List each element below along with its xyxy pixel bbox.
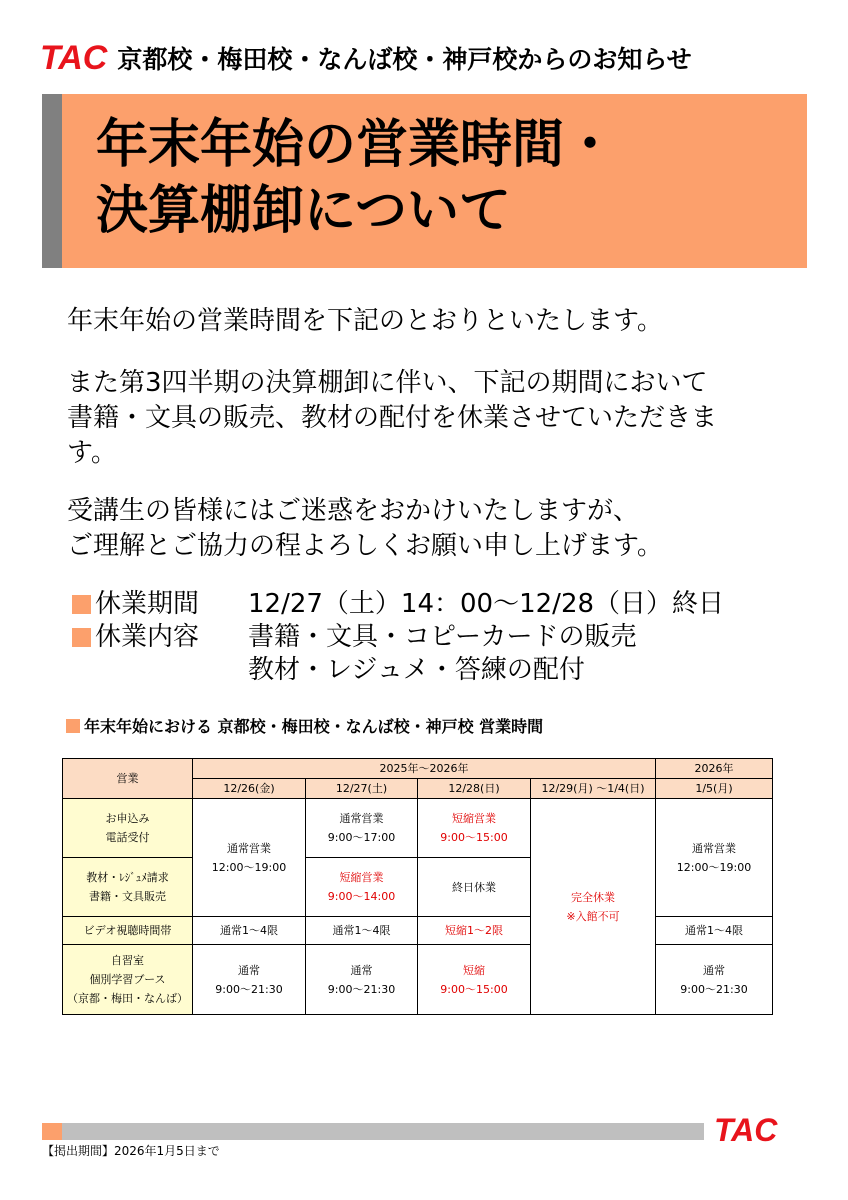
cell-1226-study: 通常 9:00～21:30: [193, 945, 306, 1015]
row-label-materials: 教材・ﾚｼﾞｭﾒ請求 書籍・文具販売: [63, 858, 193, 917]
cell-1227-materials: 短縮営業 9:00～14:00: [306, 858, 418, 917]
date-header: 12/28(日): [418, 779, 531, 799]
table-row: [63, 945, 773, 1015]
closure-content-line-1: 書籍・文具・コピーカードの販売: [248, 622, 637, 652]
cell-1227-inquiry: 通常営業 9:00～17:00: [306, 799, 418, 858]
cell-closed: 完全休業 ※入館不可: [531, 799, 656, 1015]
footer-bar: [62, 1123, 704, 1140]
table-row: [63, 799, 773, 858]
header: [40, 38, 692, 78]
row-label-video: ビデオ視聴時間帯: [63, 917, 193, 945]
closure-content-line-2: 教材・レジュメ・答練の配付: [248, 655, 585, 685]
cell-1228-study: 短縮 9:00～15:00: [418, 945, 531, 1015]
bullet-square-icon: [72, 595, 91, 614]
cell-1227-video: 通常1～4限: [306, 917, 418, 945]
date-header: 12/27(土): [306, 779, 418, 799]
closure-content-label: 休業内容: [95, 622, 200, 652]
notice-line-1: また第3四半期の決算棚卸に伴い、下記の期間において: [67, 368, 708, 398]
cell-1228-video: 短縮1～2限: [418, 917, 531, 945]
row-label-inquiry: お申込み 電話受付: [63, 799, 193, 858]
hours-table: [62, 758, 773, 1015]
date-header: 1/5(月): [656, 779, 773, 799]
date-header: 12/29(月) ～1/4(日): [531, 779, 656, 799]
bullet-square-icon: [66, 719, 80, 733]
title-line-1: 年末年始の営業時間・: [96, 115, 617, 175]
corner-header: 営業: [63, 759, 193, 799]
table-caption-text: 年末年始における 京都校・梅田校・なんば校・神戸校 営業時間: [84, 717, 544, 736]
cell-1228-materials: 終日休業: [418, 858, 531, 917]
notice-line-3: す。: [67, 438, 117, 468]
posting-period-note: 【掲出期間】2026年1月5日まで: [42, 1144, 220, 1158]
page-title: [96, 112, 616, 244]
title-banner: [42, 94, 807, 268]
cell-1226-video: 通常1～4限: [193, 917, 306, 945]
cell-0105-study: 通常 9:00～21:30: [656, 945, 773, 1015]
table-row: [63, 759, 773, 779]
cell-0105-business: 通常営業 12:00～19:00: [656, 799, 773, 917]
banner-accent-bar: [42, 94, 62, 268]
cell-1226-business: 通常営業 12:00～19:00: [193, 799, 306, 917]
header-org: 京都校・梅田校・なんば校・神戸校からのお知らせ: [117, 45, 692, 74]
closure-content: [72, 620, 636, 655]
notice-paragraph: [67, 366, 787, 471]
closure-period-value: 12/27（土）14：00～12/28（日）終日: [248, 589, 725, 619]
title-line-2: 決算棚卸について: [96, 181, 511, 241]
closure-period-label: 休業期間: [95, 589, 200, 619]
cell-1227-study: 通常 9:00～21:30: [306, 945, 418, 1015]
year-group-header: 2025年～2026年: [193, 759, 656, 779]
cell-0105-video: 通常1～4限: [656, 917, 773, 945]
footer-tac-logo: TAC: [714, 1112, 778, 1148]
year-2026-header: 2026年: [656, 759, 773, 779]
apology-line-1: 受講生の皆様にはご迷惑をおかけいたしますが、: [67, 496, 640, 526]
bullet-square-icon: [72, 628, 91, 647]
tac-logo: TAC: [40, 38, 108, 77]
apology-paragraph: [67, 494, 787, 564]
intro-text: 年末年始の営業時間を下記のとおりといたします。: [67, 306, 663, 336]
footer-accent: [42, 1123, 62, 1140]
notice-line-2: 書籍・文具の販売、教材の配付を休業させていただきま: [67, 403, 718, 433]
date-header: 12/26(金): [193, 779, 306, 799]
closure-period: [72, 587, 724, 622]
table-caption: [66, 714, 543, 737]
closure-content-cont: [72, 653, 585, 688]
cell-1228-inquiry: 短縮営業 9:00～15:00: [418, 799, 531, 858]
table-row: [63, 917, 773, 945]
apology-line-2: ご理解とご協力の程よろしくお願い申し上げます。: [67, 531, 663, 561]
row-label-study-room: 自習室 個別学習ブース （京都・梅田・なんば）: [63, 945, 193, 1015]
